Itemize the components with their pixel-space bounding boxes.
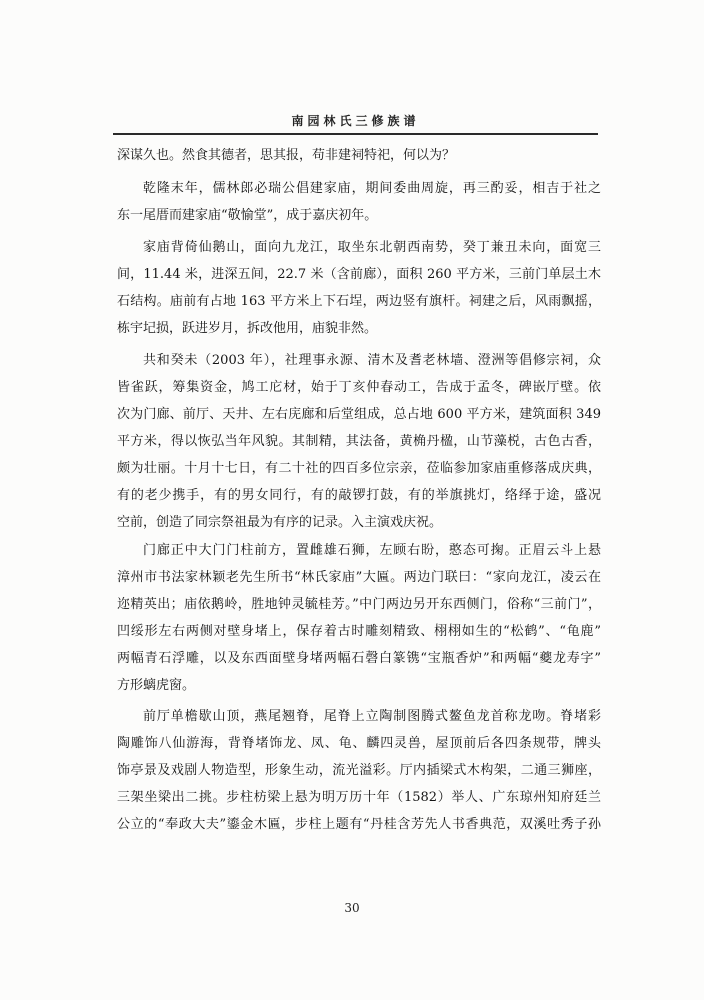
text-line: 空前，创造了同宗祭祖最为有序的记录。入主演戏庆祝。	[117, 515, 443, 530]
header-rule	[113, 133, 598, 135]
paragraph-1	[117, 142, 601, 169]
text-line: 两幅青石浮雕，以及东西面壁身堵两幅石磬白篆镌“宝瓶香炉”和两幅“夔龙寿字”	[117, 651, 601, 666]
paragraph-2	[117, 175, 601, 229]
body-text	[117, 142, 601, 838]
text-line: 间，11.44 米，进深五间，22.7 米（含前廊），面积 260 平方米，三前门单层土木	[117, 267, 601, 282]
text-line: 平方米，得以恢弘当年风貌。其制精，其法备，黄桷丹楹，山节藻棁，古色古香，	[117, 434, 601, 449]
text-line: 栋宇圮损，跃进岁月，拆改他用，庙貌非然。	[117, 321, 378, 336]
paragraph-4	[117, 347, 601, 536]
text-line: 皆雀跃，筹集资金，鸠工庀材，始于丁亥仲春动工，告成于孟冬，碑嵌厅壁。依	[117, 380, 601, 395]
text-line: 石结构。庙前有占地 163 平方米上下石埕，两边竖有旗杆。祠建之后，风雨飘摇，	[117, 294, 601, 309]
paragraph-5	[117, 537, 601, 699]
text-line: 漳州市书法家林颖老先生所书“林氏家庙”大匾。两边门联曰：“家向龙江，凌云在	[117, 570, 601, 585]
text-line: 颇为壮丽。十月十七日，有二十社的四百多位宗亲，莅临参加家庙重修落成庆典，	[117, 461, 601, 476]
text-line: 乾隆末年，儒林郎必瑞公倡建家庙，期间委曲周旋，再三酌妥，相吉于社之	[143, 181, 601, 196]
text-line: 凹绥形左右两侧对壁身堵上，保存着古时雕刻精致、栩栩如生的“松鹤”、“龟鹿”	[117, 624, 601, 639]
text-line: 门廊正中大门门柱前方，置雌雄石狮，左顾右盼，憨态可掬。正眉云斗上悬	[143, 543, 601, 558]
text-line: 深谋久也。然食其德者，思其报，苟非建祠特祀，何以为？	[117, 148, 456, 163]
text-line: 有的老少携手，有的男女同行，有的敲锣打鼓，有的举旗挑灯，络绎于途，盛况	[117, 488, 601, 503]
text-line: 家庙背倚仙鹅山，面向九龙江，取坐东北朝西南势，癸丁兼丑未向，面宽三	[143, 240, 601, 255]
text-line: 共和癸未（2003 年），社理事永源、清木及耆老林墙、澄洲等倡修宗祠，众	[143, 353, 601, 368]
page-number: 30	[344, 901, 360, 915]
text-line: 东一尾厝而建家庙“敬愉堂”，成于嘉庆初年。	[117, 208, 378, 223]
text-line: 次为门廊、前厅、天井、左右庑廊和后堂组成，总占地 600 平方米，建筑面积 349	[117, 407, 601, 422]
text-line: 三架坐梁出二挑。步柱枋梁上悬为明万历十年（1582）举人、广东琼州知府廷兰	[117, 790, 601, 805]
text-line: 陶雕饰八仙游海，背脊堵饰龙、凤、龟、麟四灵兽，屋顶前后各四条规带，牌头	[117, 736, 601, 751]
paragraph-3	[117, 234, 601, 342]
paragraph-6	[117, 703, 601, 838]
text-line: 迩精英出；庙依鹅岭，胜地钟灵毓桂芳。”中门两边另开东西侧门，俗称“三前门”，	[117, 597, 601, 612]
running-header-title: 南园林氏三修族谱	[291, 114, 420, 128]
text-line: 前厅单檐歇山顶，燕尾翘脊，尾脊上立陶制图腾式鳌鱼龙首称龙吻。脊堵彩	[143, 709, 601, 724]
text-line: 公立的“奉政大夫”鎏金木匾，步柱上题有“丹桂含芳先人书香典范，双溪吐秀子孙	[117, 817, 601, 832]
text-line: 方形螭虎窗。	[117, 678, 196, 693]
text-line: 饰亭景及戏剧人物造型，形象生动，流光溢彩。厅内插梁式木构架，二通三狮座，	[117, 763, 601, 778]
